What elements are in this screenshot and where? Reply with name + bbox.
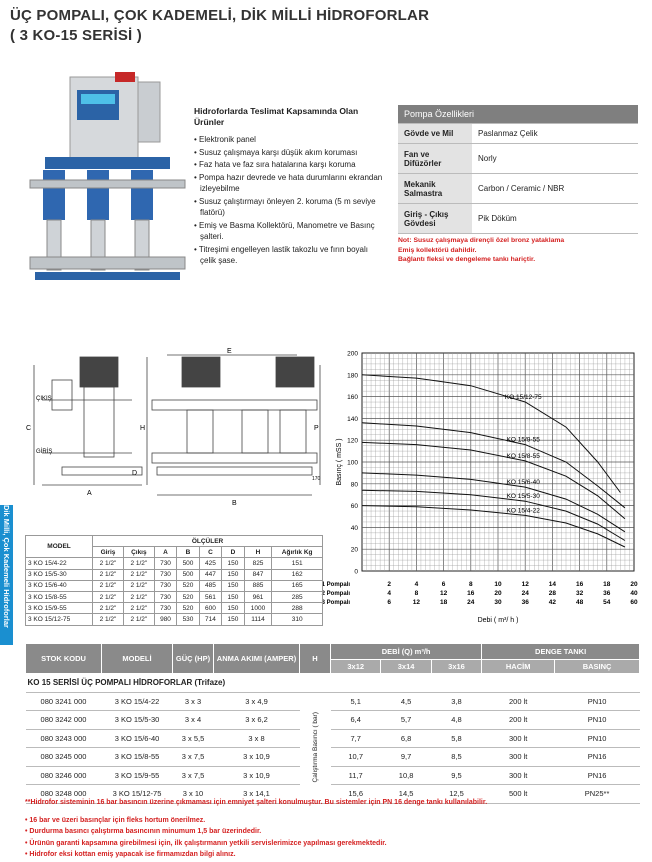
table-cell: 3 x 7,5: [173, 748, 214, 767]
table-cell: 3 x 5,5: [173, 729, 214, 748]
footnote-item: • Durdurma basıncı çalıştırma basıncının minumum 1,5 bar üzerindedir.: [25, 828, 262, 835]
table-cell: 2 1/2": [93, 580, 124, 591]
table-row: [26, 711, 640, 730]
list-item: • Emiş ve Basma Kollektörü, Manometre ve Basınç şalteri.: [194, 220, 384, 243]
table-cell: 288: [272, 603, 323, 614]
table-cell: 3 KO 15/9-55: [102, 766, 173, 785]
table-cell: 7,7: [331, 729, 381, 748]
x-tick-label: 24: [521, 590, 529, 597]
x-tick-label: 32: [575, 590, 584, 597]
x-tick-label: 6: [441, 581, 446, 588]
feature-value: Paslanmaz Çelik: [472, 124, 638, 144]
footnote-main: **Hidrofor sisteminin 16 bar basıncın üzerine çıkmaması için emniyet şalteri konulmuştur. Bu sistemler için PN 16 denge tankı kullanılabilir.: [25, 799, 488, 806]
dim-head-group: ÖLÇÜLER: [93, 536, 323, 547]
feature-key: Mekanik Salmastra: [398, 174, 472, 204]
table-row: [26, 558, 323, 569]
series-label: KO 15/12-75: [504, 394, 542, 402]
x-row-label: 2 Pompalı: [321, 591, 350, 597]
table-cell: 150: [222, 580, 244, 591]
table-cell: 530: [177, 614, 199, 625]
features-header: Pompa Özellikleri: [398, 105, 638, 124]
note-line: Not: Susuz çalışmaya dirençli özel bronz yataklama: [398, 237, 565, 244]
table-cell: 825: [244, 558, 272, 569]
prod-head-flow-col: 3x14: [381, 660, 431, 674]
table-cell: 485: [199, 580, 221, 591]
y-tick-label: 140: [347, 415, 358, 423]
dim-column-header: A: [154, 547, 176, 558]
table-cell: 600: [199, 603, 221, 614]
series-label: KO 15/5-30: [506, 493, 540, 501]
list-item: • Pompa hazır devrede ve hata durumlarını ekrandan izleyebilme: [194, 172, 384, 195]
table-cell: 9,5: [431, 766, 481, 785]
table-cell: 080 3248 000: [26, 785, 102, 804]
table-cell: 3 x 6,2: [214, 711, 300, 730]
series-label: KO 15/6-40: [506, 479, 540, 487]
x-row-label: 3 Pompalı: [321, 600, 350, 606]
table-cell: 714: [199, 614, 221, 625]
dim-body: [26, 558, 323, 625]
table-cell: 150: [222, 591, 244, 602]
table-cell: 980: [154, 614, 176, 625]
table-cell: 3 KO 15/4-22: [102, 692, 173, 711]
footnotes: [25, 797, 645, 861]
table-row: [26, 591, 323, 602]
pressure-label: Çalıştırma Basıncı ( bar): [311, 712, 319, 783]
table-cell: 730: [154, 591, 176, 602]
dimensions-table: [25, 535, 323, 626]
x-tick-label: 36: [521, 599, 529, 606]
table-cell: 9,7: [381, 748, 431, 767]
table-cell: 730: [154, 569, 176, 580]
table-cell: PN16: [555, 766, 640, 785]
y-tick-label: 160: [347, 394, 358, 402]
table-cell: 080 3242 000: [26, 711, 102, 730]
y-axis-label: Basınç ( mSS ): [336, 438, 343, 486]
table-cell: 10,7: [331, 748, 381, 767]
table-cell: 10,8: [381, 766, 431, 785]
footnote-item: • Hidrofor eksi kottan emiş yapacak ise firmamızdan bilgi alınız.: [25, 851, 236, 858]
feature-key: Fan ve Difüzörler: [398, 144, 472, 174]
dim-column-header: H: [244, 547, 272, 558]
table-cell: 151: [272, 558, 323, 569]
table-cell: 730: [154, 603, 176, 614]
feature-key: Gövde ve Mil: [398, 124, 472, 144]
prod-head-flow-col: 3x16: [431, 660, 481, 674]
table-cell: 150: [222, 558, 244, 569]
table-cell: 3 x 10: [173, 785, 214, 804]
table-cell: 2 1/2": [123, 591, 154, 602]
table-cell: PN10: [555, 729, 640, 748]
table-row: [26, 614, 323, 625]
list-item: • Titreşimi engelleyen lastik takozlu ve fırın boyalı çelik şase.: [194, 244, 384, 267]
x-tick-label: 2: [387, 581, 392, 588]
products-table: [25, 643, 640, 804]
table-cell: 5,1: [331, 692, 381, 711]
table-cell: 3 x 10,9: [214, 766, 300, 785]
x-tick-label: 48: [575, 599, 584, 606]
prod-head-tank: DENGE TANKI: [482, 644, 640, 660]
table-cell: 885: [244, 580, 272, 591]
table-cell: 2 1/2": [93, 591, 124, 602]
table-cell: 310: [272, 614, 323, 625]
x-tick-label: 4: [414, 581, 419, 588]
table-cell: 2 1/2": [123, 614, 154, 625]
table-cell: 1000: [244, 603, 272, 614]
drawing-label-h: H: [140, 425, 146, 432]
table-cell: 3 KO 15/8-55: [26, 591, 93, 602]
table-cell: 300 lt: [482, 729, 555, 748]
list-item: • Susuz çalıştırmayı önleyen 2. koruma (5 m seviye flatörü): [194, 196, 384, 219]
note-line: Emiş kollektörü dahildir.: [398, 246, 477, 254]
table-cell: 2 1/2": [123, 603, 154, 614]
table-cell: 3 KO 15/5-30: [26, 569, 93, 580]
x-tick-label: 20: [494, 590, 502, 597]
x-tick-label: 24: [467, 599, 475, 606]
table-cell: PN10: [555, 711, 640, 730]
table-cell: 2 1/2": [123, 558, 154, 569]
table-cell: 150: [222, 603, 244, 614]
table-cell: 6,8: [381, 729, 431, 748]
table-cell: 520: [177, 580, 199, 591]
title-line-1: ÜÇ POMPALI, ÇOK KADEMELİ, DİK MİLLİ HİDROFORLAR: [10, 7, 430, 24]
x-tick-label: 18: [439, 599, 448, 606]
table-cell: 3 KO 15/8-55: [102, 748, 173, 767]
table-cell: 165: [272, 580, 323, 591]
table-cell: 500: [177, 558, 199, 569]
table-cell: 3 x 4,9: [214, 692, 300, 711]
prod-head-h: H: [300, 644, 331, 674]
table-cell: 3 KO 15/4-22: [26, 558, 93, 569]
table-row: [26, 603, 323, 614]
prod-head-flow: DEBİ (Q) m³/h: [331, 644, 482, 660]
drawing-label-e: E: [227, 348, 232, 355]
table-cell: 3 KO 15/5-30: [102, 711, 173, 730]
table-cell: 2 1/2": [93, 558, 124, 569]
x-tick-label: 18: [603, 581, 611, 588]
table-cell: 3 x 10,9: [214, 748, 300, 767]
table-cell: 3,8: [431, 692, 481, 711]
x-row-label: 1 Pompalı: [321, 582, 350, 588]
y-tick-label: 80: [350, 481, 358, 489]
table-cell: 500: [177, 569, 199, 580]
prod-head-model: MODELİ: [102, 644, 173, 674]
table-cell: 150: [222, 569, 244, 580]
y-tick-label: 120: [347, 437, 358, 445]
x-tick-label: 16: [575, 581, 584, 588]
table-cell: 300 lt: [482, 748, 555, 767]
table-cell: 3 x 3: [173, 692, 214, 711]
prod-head-current: ANMA AKIMI (AMPER): [214, 644, 300, 674]
y-tick-label: 200: [347, 350, 358, 358]
x-tick-label: 4: [387, 590, 392, 597]
table-cell: 3 x 14,1: [214, 785, 300, 804]
table-cell: 12,5: [431, 785, 481, 804]
table-cell: PN10: [555, 692, 640, 711]
title-line-2: ( 3 KO-15 SERİSİ ): [10, 27, 142, 44]
x-tick-label: 8: [468, 581, 473, 588]
x-tick-label: 12: [521, 581, 529, 588]
table-cell: 5,8: [431, 729, 481, 748]
scope-heading: Hidroforlarda Teslimat Kapsamında Olan Ürünler: [194, 106, 359, 127]
table-cell: 3 KO 15/6-40: [26, 580, 93, 591]
table-cell: 8,5: [431, 748, 481, 767]
feature-value: Norly: [472, 144, 638, 174]
prod-head-flow-col: 3x12: [331, 660, 381, 674]
x-tick-label: 36: [603, 590, 611, 597]
drawing-label-d: D: [132, 470, 138, 477]
table-cell: 150: [222, 614, 244, 625]
page-title: [10, 6, 429, 46]
drawing-label-p: P: [314, 425, 319, 432]
x-tick-label: 6: [387, 599, 392, 606]
table-cell: 847: [244, 569, 272, 580]
series-label: KO 15/9-55: [506, 436, 540, 444]
x-tick-label: 60: [630, 599, 638, 606]
table-cell: PN16: [555, 748, 640, 767]
dim-column-header: D: [222, 547, 244, 558]
side-tab-label: Dik Milli, Çok Kademeli Hidroforlar: [2, 505, 11, 628]
table-cell: 447: [199, 569, 221, 580]
x-tick-label: 10: [494, 581, 502, 588]
side-tab: [0, 505, 13, 645]
list-item: • Elektronik panel: [194, 134, 384, 146]
delivery-scope: [194, 106, 384, 268]
series-label: KO 15/4-22: [506, 507, 540, 515]
table-cell: 561: [199, 591, 221, 602]
table-cell: 520: [177, 591, 199, 602]
technical-drawing: [22, 345, 322, 510]
table-cell: 520: [177, 603, 199, 614]
table-row: [26, 748, 640, 767]
table-cell: 2 1/2": [93, 603, 124, 614]
x-tick-label: 40: [630, 590, 638, 597]
drawing-label-a: A: [87, 490, 92, 497]
dim-column-header: B: [177, 547, 199, 558]
table-cell: 2 1/2": [93, 614, 124, 625]
footnote-item: • Ürünün garanti kapsamına girebilmesi için, ilk çalıştırmanın yetkili servislerimizce yapılması gerekmektedir.: [25, 839, 387, 847]
table-cell: 2 1/2": [123, 580, 154, 591]
x-axis-label: Debi ( m³/ h ): [477, 617, 519, 624]
x-tick-label: 30: [494, 599, 502, 606]
table-cell: 730: [154, 558, 176, 569]
table-cell: 3 x 4: [173, 711, 214, 730]
table-cell: 961: [244, 591, 272, 602]
y-tick-label: 40: [350, 524, 358, 532]
note-line: Bağlantı fleksi ve dengeleme tankı hariçtir.: [398, 256, 536, 263]
x-tick-label: 28: [548, 590, 557, 597]
product-illustration: [25, 62, 190, 287]
table-cell: 14,5: [381, 785, 431, 804]
features-notes: [398, 236, 643, 265]
table-cell: 5,7: [381, 711, 431, 730]
dim-column-header: Giriş: [93, 547, 124, 558]
table-cell: 2 1/2": [93, 569, 124, 580]
table-cell: 425: [199, 558, 221, 569]
y-tick-label: 20: [350, 546, 358, 554]
table-cell: 080 3241 000: [26, 692, 102, 711]
list-item: • Susuz çalışmaya karşı düşük akım koruması: [194, 147, 384, 159]
feature-value: Pik Döküm: [472, 204, 638, 234]
y-tick-label: 0: [354, 568, 358, 576]
table-cell: 162: [272, 569, 323, 580]
table-cell: 300 lt: [482, 766, 555, 785]
feature-key: Giriş - Çıkış Gövdesi: [398, 204, 472, 234]
pump-curve-chart: [321, 345, 645, 625]
x-tick-label: 42: [548, 599, 557, 606]
feature-value: Carbon / Ceramic / NBR: [472, 174, 638, 204]
x-tick-label: 54: [603, 599, 611, 606]
pressure-label-cell: [300, 692, 331, 803]
drawing-label-b: B: [232, 500, 237, 507]
table-cell: 3 x 8: [214, 729, 300, 748]
prod-group-title: KO 15 SERİSİ ÜÇ POMPALI HİDROFORLAR (Trifaze): [26, 674, 640, 693]
y-tick-label: 100: [347, 459, 358, 467]
x-tick-label: 20: [630, 581, 638, 588]
table-cell: 15,6: [331, 785, 381, 804]
series-label: KO 15/8-55: [506, 452, 540, 460]
prod-head-power: GÜÇ (HP): [173, 644, 214, 674]
table-cell: 4,5: [381, 692, 431, 711]
table-cell: PN25**: [555, 785, 640, 804]
table-cell: 6,4: [331, 711, 381, 730]
table-row: [26, 569, 323, 580]
y-tick-label: 180: [347, 372, 358, 380]
table-cell: 3 x 7,5: [173, 766, 214, 785]
dim-column-header: Ağırlık Kg: [272, 547, 323, 558]
prod-head-code: STOK KODU: [26, 644, 102, 674]
x-tick-label: 16: [467, 590, 475, 597]
dim-column-header: C: [199, 547, 221, 558]
table-row: [26, 729, 640, 748]
dim-column-header: Çıkış: [123, 547, 154, 558]
table-cell: 285: [272, 591, 323, 602]
table-cell: 4,8: [431, 711, 481, 730]
x-tick-label: 12: [439, 590, 448, 597]
x-tick-label: 14: [548, 581, 557, 588]
prod-head-tank-col: BASINÇ: [555, 660, 640, 674]
drawing-label-c: C: [26, 425, 32, 432]
table-cell: 3 KO 15/9-55: [26, 603, 93, 614]
table-cell: 200 lt: [482, 711, 555, 730]
table-cell: 200 lt: [482, 692, 555, 711]
prod-body: [26, 692, 640, 803]
table-row: [26, 692, 640, 711]
y-tick-label: 60: [350, 503, 358, 511]
prod-head-tank-col: HACİM: [482, 660, 555, 674]
table-cell: 080 3245 000: [26, 748, 102, 767]
drawing-label-cikis: ÇIKIŞ: [36, 396, 52, 402]
scope-list: [194, 134, 384, 267]
table-cell: 1114: [244, 614, 272, 625]
list-item: • Faz hata ve faz sıra hatalarına karşı koruma: [194, 159, 384, 171]
footnote-item: • 16 bar ve üzeri basınçlar için fleks hortum önerilmez.: [25, 816, 206, 824]
drawing-label-giris: GİRİŞ: [36, 449, 53, 455]
x-tick-label: 8: [414, 590, 419, 597]
table-cell: 2 1/2": [123, 569, 154, 580]
table-cell: 500 lt: [482, 785, 555, 804]
table-row: [26, 766, 640, 785]
pump-features-table: [398, 105, 638, 234]
table-cell: 3 KO 15/6-40: [102, 729, 173, 748]
drawing-label-170: 170: [312, 476, 321, 482]
table-cell: 3 KO 15/12-75: [102, 785, 173, 804]
table-row: [26, 580, 323, 591]
x-tick-label: 12: [412, 599, 421, 606]
table-cell: 11,7: [331, 766, 381, 785]
table-cell: 730: [154, 580, 176, 591]
table-cell: 080 3246 000: [26, 766, 102, 785]
table-cell: 3 KO 15/12-75: [26, 614, 93, 625]
table-cell: 080 3243 000: [26, 729, 102, 748]
dim-head-model: MODEL: [26, 536, 93, 558]
